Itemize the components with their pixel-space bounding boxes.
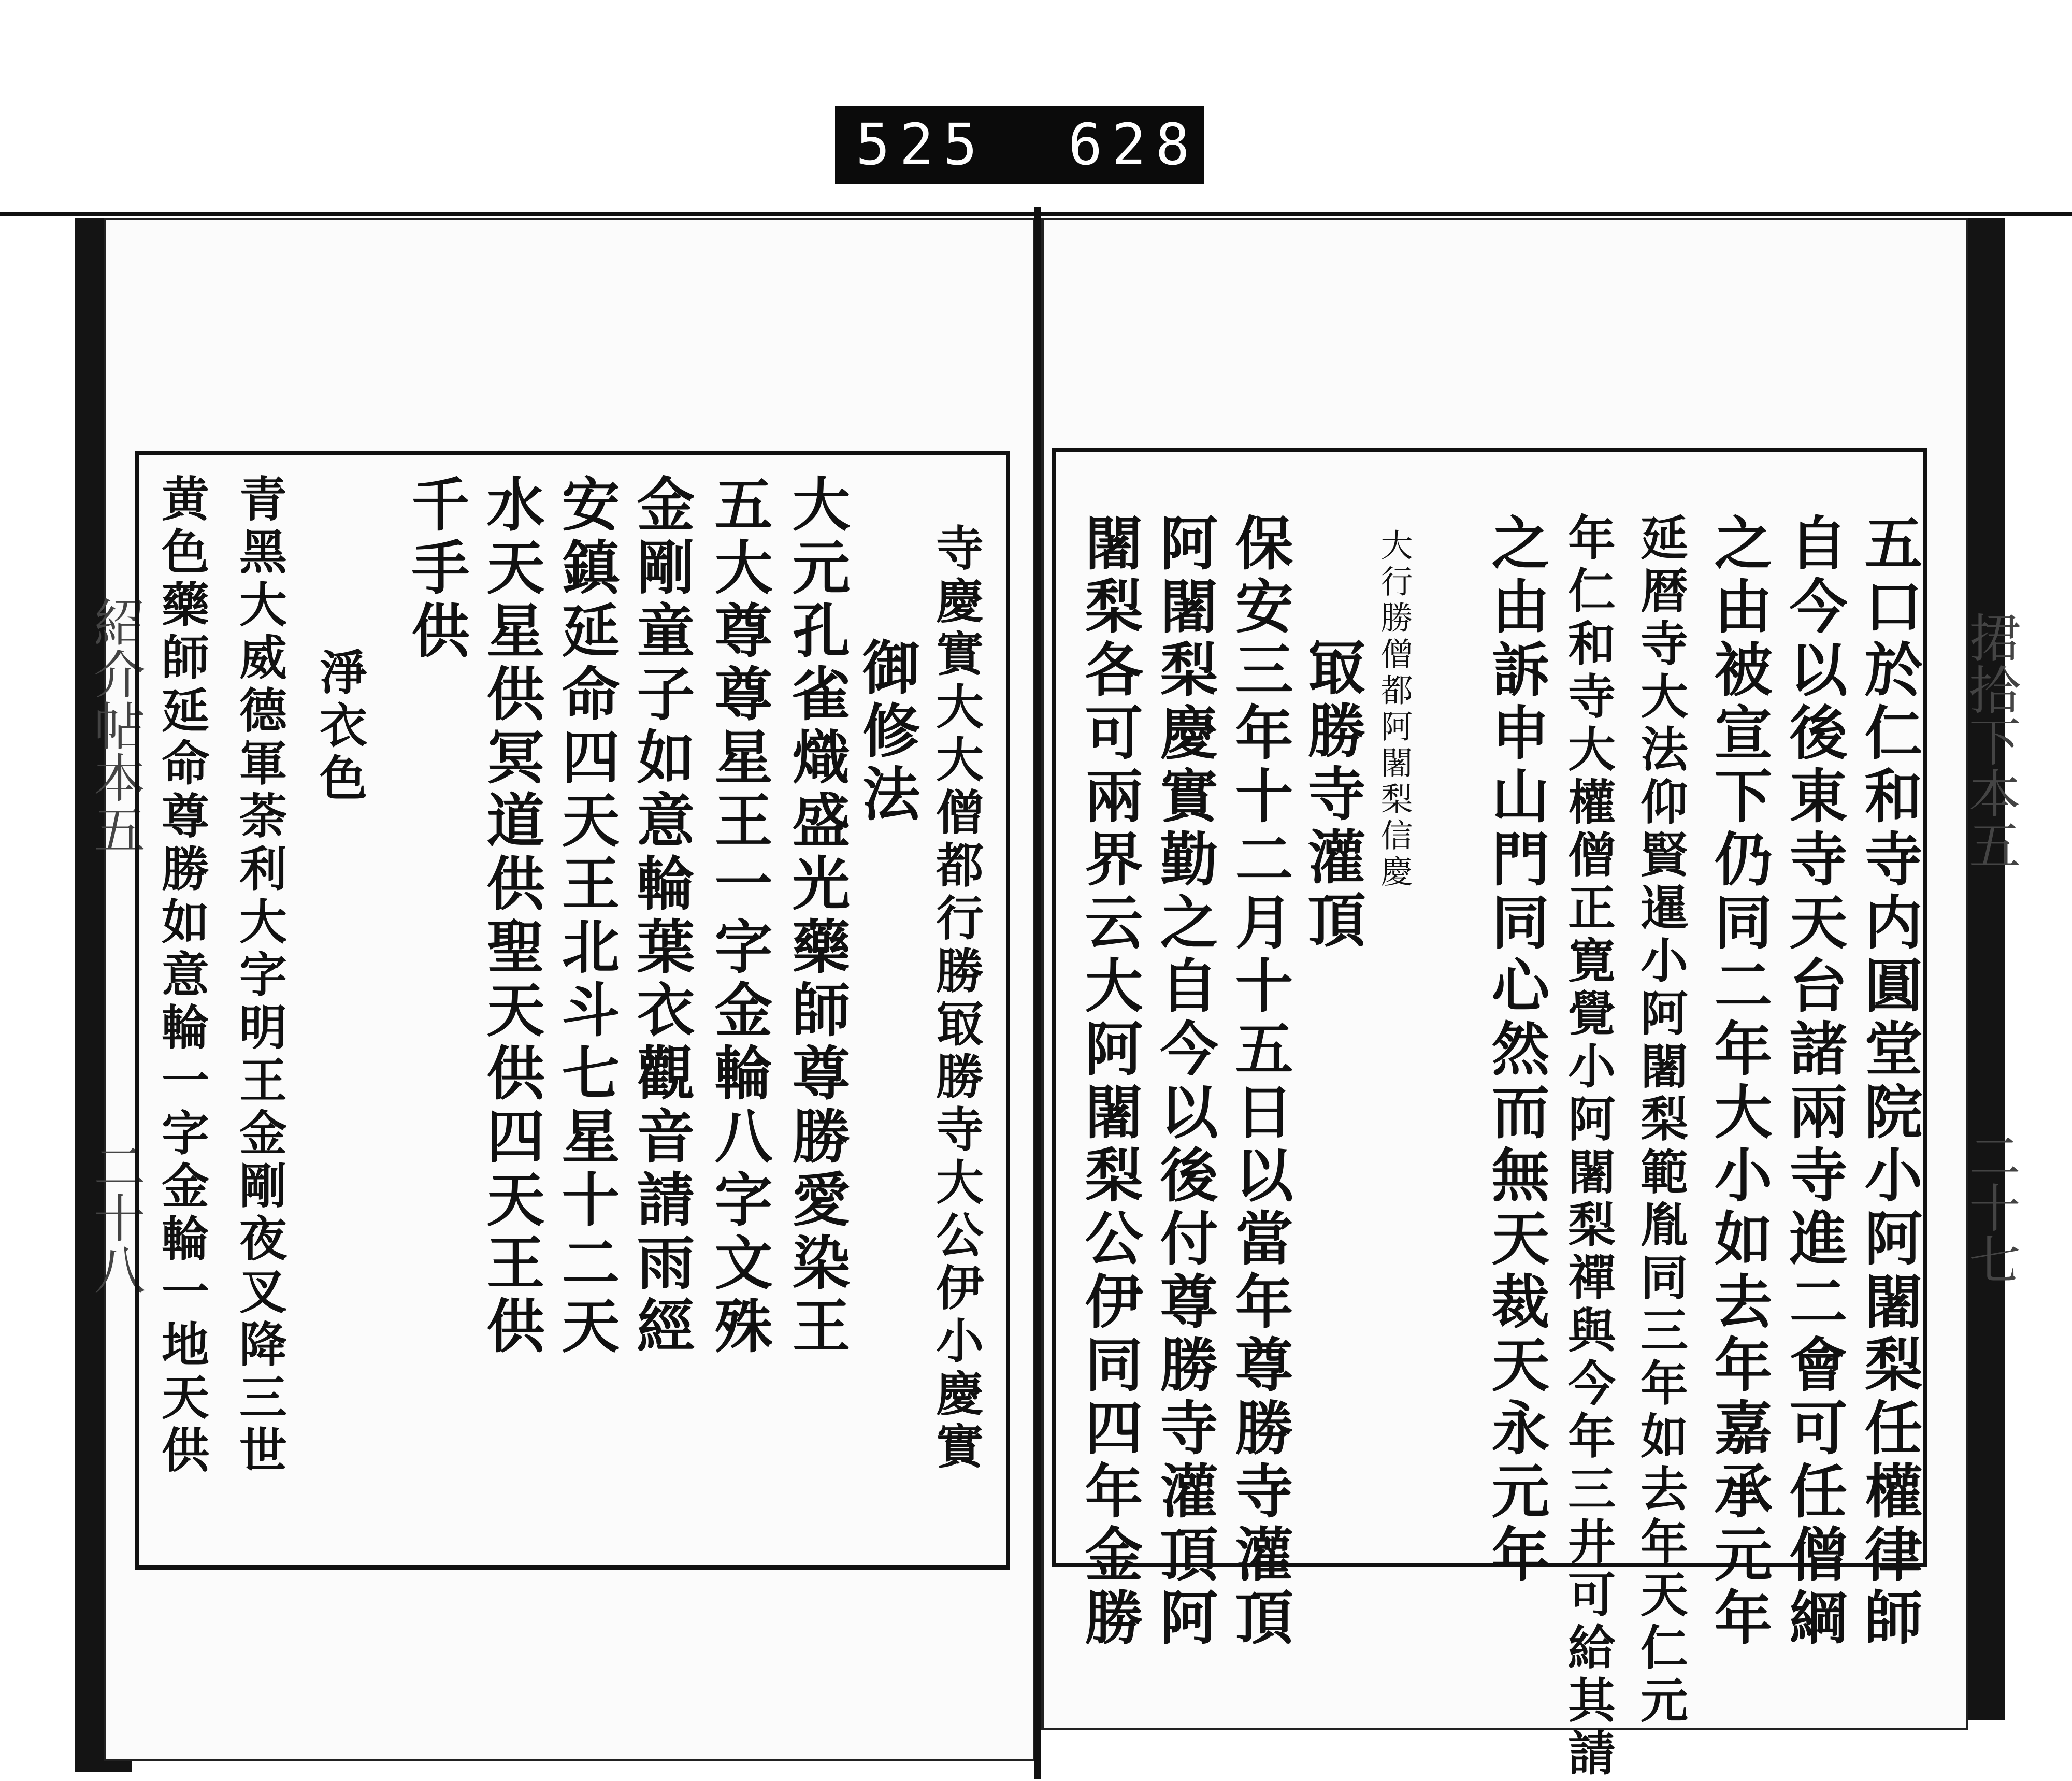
left-col-9: 淨衣色 <box>312 648 368 806</box>
right-col-6: 之由訴申山門同心然而無天裁天永元年 <box>1482 513 1550 1587</box>
left-col-4: 五大尊尊星王一字金輪八字文殊 <box>705 474 773 1359</box>
left-col-5: 金剛童子如意輪葉衣觀音請雨經 <box>627 474 695 1359</box>
right-col-5: 年仁和寺大權僧正寛覺小阿闍梨禪與今年三井可給其請 <box>1560 513 1616 1781</box>
right-col-4: 延暦寺大法仰賢暹小阿闍梨範胤同三年如去年天仁元 <box>1633 513 1689 1728</box>
number-right: 628 <box>1068 111 1199 178</box>
right-col-1: 五口於仁和寺内圓堂院小阿闍梨任權律師 <box>1855 513 1923 1650</box>
left-col-10: 青黑大威德軍荼利大字明王金剛夜叉降三世 <box>232 474 287 1478</box>
right-folio: 二十七 <box>1960 1129 2021 1285</box>
left-col-1: 寺慶實大大僧都行勝冣勝寺大公伊小慶實 <box>928 523 984 1474</box>
book-spine <box>1034 207 1041 1779</box>
left-col-2: 御修法 <box>853 637 920 827</box>
left-side-title: 紹介帖本五 <box>85 596 146 855</box>
left-col-7: 水天星供冥道供聖天供四天王供 <box>477 474 545 1359</box>
number-left: 525 <box>856 111 987 178</box>
right-col-11: 闍梨各可兩界云大阿闍梨公伊同四年金勝 <box>1075 513 1143 1650</box>
right-col-2: 自今以後東寺天台諸兩寺進二會可任僧綱 <box>1780 513 1848 1650</box>
right-col-10: 阿闍梨慶實勤之自今以後付尊勝寺灌頂阿 <box>1150 513 1218 1650</box>
archive-number-label <box>835 106 1204 184</box>
left-col-3: 大元孔雀熾盛光藥師尊勝愛染王 <box>783 474 851 1359</box>
left-col-6: 安鎮延命四天王北斗七星十二天 <box>552 474 620 1359</box>
right-col-7: 大行勝僧都阿闍梨信慶 <box>1375 528 1413 891</box>
left-col-8: 千手供 <box>402 474 470 664</box>
right-col-3: 之由被宣下仍同二年大小如去年嘉承元年 <box>1705 513 1773 1650</box>
left-col-11: 黄色藥師延命尊勝如意輪一字金輪一地天供 <box>154 474 210 1478</box>
right-col-8: 冣勝寺灌頂 <box>1298 637 1366 953</box>
left-folio: 二十八 <box>85 1140 146 1295</box>
right-col-9: 保安三年十二月十五日以當年尊勝寺灌頂 <box>1226 513 1293 1650</box>
right-side-title: 捃拾下本五 <box>1960 611 2021 870</box>
